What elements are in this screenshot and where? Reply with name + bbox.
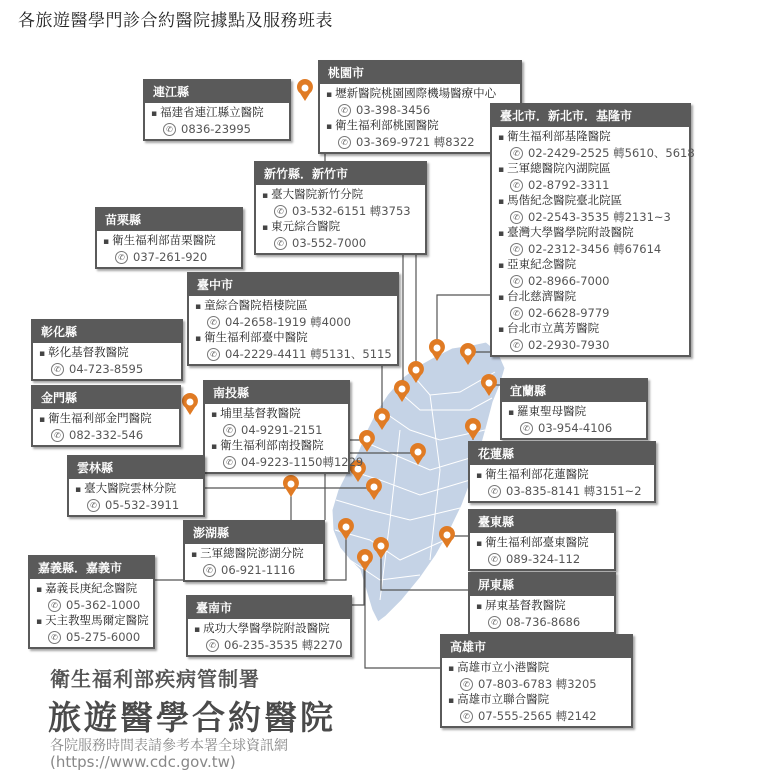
phone-icon: ✆ <box>274 205 287 218</box>
hospital-phone-row <box>326 103 514 118</box>
hospital-phone: 04-2658-1919 轉4000 <box>225 315 351 329</box>
hospital-name: ▪ 衛生福利部苗栗醫院 <box>103 233 235 250</box>
hospital-list <box>69 479 203 515</box>
phone-icon: ✆ <box>488 616 501 629</box>
hospital-phone-row <box>498 146 695 161</box>
hospital-phone-row <box>75 498 197 513</box>
phone-icon: ✆ <box>206 639 219 652</box>
region-name: 宜蘭縣 <box>502 380 646 402</box>
region-name: 南投縣 <box>205 382 348 404</box>
phone-icon: ✆ <box>203 564 216 577</box>
region-name: 嘉義縣．嘉義市 <box>30 557 153 579</box>
phone-icon: ✆ <box>488 553 501 566</box>
region-card-penghu <box>183 520 325 582</box>
hospital-phone-row <box>151 122 283 137</box>
phone-icon: ✆ <box>338 136 351 149</box>
hospital-name: ▪ 亞東紀念醫院 <box>498 257 683 274</box>
phone-icon: ✆ <box>510 307 523 320</box>
phone-icon: ✆ <box>510 211 523 224</box>
phone-icon: ✆ <box>87 499 100 512</box>
hospital-phone: 02-2312-3456 轉67614 <box>528 242 662 256</box>
phone-icon: ✆ <box>460 678 473 691</box>
region-card-taipei <box>490 103 695 357</box>
region-name: 臺東縣 <box>470 511 614 533</box>
hospital-phone: 04-9291-2151 <box>241 423 323 437</box>
hospital-name: ▪ 彰化基督教醫院 <box>39 345 175 362</box>
website-url[interactable]: (https://www.cdc.gov.tw) <box>50 753 236 771</box>
region-card-taichung <box>187 272 399 366</box>
region-name: 雲林縣 <box>69 457 203 479</box>
hospital-phone-row <box>195 347 391 362</box>
hospital-phone: 082-332-546 <box>69 428 144 442</box>
hospital-name: ▪ 衛生福利部花蓮醫院 <box>476 467 648 484</box>
hospital-name: ▪ 衛生福利部桃園醫院 <box>326 118 514 135</box>
hospital-phone: 07-803-6783 轉3205 <box>478 677 597 691</box>
hospital-name: ▪ 三軍總醫院澎湖分院 <box>191 546 317 563</box>
hospital-name: ▪ 臺大醫院新竹分院 <box>262 187 419 204</box>
hospital-phone: 07-555-2565 轉2142 <box>478 709 597 723</box>
phone-icon: ✆ <box>510 179 523 192</box>
hospital-phone: 02-8966-7000 <box>528 274 610 288</box>
hospital-phone: 03-835-8141 轉3151~2 <box>506 484 642 498</box>
phone-icon: ✆ <box>207 316 220 329</box>
region-card-nantou <box>203 380 364 474</box>
region-name: 臺南市 <box>188 597 350 619</box>
hospital-phone-row <box>39 362 175 377</box>
region-name: 屏東縣 <box>470 574 614 596</box>
hospital-name: ▪ 台北市立萬芳醫院 <box>498 321 683 338</box>
hospital-phone-row <box>194 638 344 653</box>
hospital-phone: 02-6628-9779 <box>528 306 610 320</box>
hospital-name: ▪ 童綜合醫院梧棲院區 <box>195 298 391 315</box>
hospital-phone: 06-921-1116 <box>221 563 296 577</box>
hospital-phone-row <box>39 428 173 443</box>
hospital-phone: 05-275-6000 <box>66 630 141 644</box>
hospital-phone-row <box>498 242 683 257</box>
hospital-list <box>33 343 181 379</box>
hospital-list <box>97 231 241 267</box>
hospital-phone-row <box>195 315 391 330</box>
hospital-phone-row <box>476 615 608 630</box>
hospital-name: ▪ 東元綜合醫院 <box>262 219 419 236</box>
hospital-phone: 03-954-4106 <box>538 421 613 435</box>
region-card-kaohsiung <box>440 634 633 728</box>
map-pin-icon <box>283 475 299 497</box>
hospital-phone: 02-2543-3535 轉2131~3 <box>528 210 671 224</box>
region-name: 苗栗縣 <box>97 209 241 231</box>
hospital-name: ▪ 屏東基督教醫院 <box>476 598 608 615</box>
hospital-phone-row <box>498 338 683 353</box>
phone-icon: ✆ <box>48 599 61 612</box>
hospital-phone: 03-398-3456 <box>356 103 431 117</box>
hospital-phone-row <box>448 709 625 724</box>
hospital-name: ▪ 成功大學醫學院附設醫院 <box>194 621 344 638</box>
hospital-list <box>189 296 397 364</box>
hospital-name: ▪ 臺灣大學醫學院附設醫院 <box>498 225 683 242</box>
hospital-name: ▪ 衛生福利部臺中醫院 <box>195 330 391 347</box>
hospital-list <box>145 103 289 139</box>
region-card-changhua <box>31 319 183 381</box>
phone-icon: ✆ <box>510 275 523 288</box>
hospital-name: ▪ 台北慈濟醫院 <box>498 289 683 306</box>
hospital-phone: 02-2930-7930 <box>528 338 610 352</box>
phone-icon: ✆ <box>51 429 64 442</box>
hospital-phone-row <box>498 178 683 193</box>
hospital-list <box>205 404 364 472</box>
hospital-phone: 089-324-112 <box>506 552 581 566</box>
phone-icon: ✆ <box>488 485 501 498</box>
phone-icon: ✆ <box>510 243 523 256</box>
region-card-hsinchu <box>254 161 427 255</box>
region-card-chiayi <box>28 555 155 649</box>
hospital-phone: 08-736-8686 <box>506 615 581 629</box>
hospital-name: ▪ 羅東聖母醫院 <box>508 404 640 421</box>
phone-icon: ✆ <box>163 123 176 136</box>
hospital-list <box>442 658 631 726</box>
phone-icon: ✆ <box>510 147 523 160</box>
map-pin-icon <box>297 79 313 101</box>
hospital-phone-row <box>103 250 235 265</box>
hospital-phone-row <box>262 204 419 219</box>
phone-icon: ✆ <box>338 104 351 117</box>
hospital-list <box>256 185 425 253</box>
hospital-phone-row <box>211 423 342 438</box>
hospital-name: ▪ 埔里基督教醫院 <box>211 406 342 423</box>
region-card-tainan <box>186 595 352 657</box>
hospital-phone-row <box>498 210 683 225</box>
hospital-phone-row <box>498 274 683 289</box>
hospital-list <box>470 533 614 569</box>
hospital-name: ▪ 高雄市立小港醫院 <box>448 660 625 677</box>
hospital-name: ▪ 嘉義長庚紀念醫院 <box>36 581 147 598</box>
region-card-yunlin <box>67 455 205 517</box>
hospital-name: ▪ 高雄市立聯合醫院 <box>448 692 625 709</box>
phone-icon: ✆ <box>510 339 523 352</box>
phone-icon: ✆ <box>115 251 128 264</box>
hospital-phone-row <box>476 484 648 499</box>
hospital-phone-row <box>448 677 625 692</box>
phone-icon: ✆ <box>223 456 236 469</box>
region-name: 金門縣 <box>33 387 179 409</box>
hospital-list <box>188 619 350 655</box>
region-card-hualien <box>468 441 656 503</box>
hospital-phone-row <box>326 135 514 150</box>
region-name: 臺北市．新北市．基隆市 <box>492 105 689 127</box>
hospital-name: ▪ 天主教聖馬爾定醫院 <box>36 613 147 630</box>
region-name: 彰化縣 <box>33 321 181 343</box>
hospital-name: ▪ 衛生福利部南投醫院 <box>211 438 342 455</box>
hospital-list <box>502 402 646 438</box>
hospital-phone: 03-532-6151 轉3753 <box>292 204 411 218</box>
hospital-name: ▪ 衛生福利部基隆醫院 <box>498 129 683 146</box>
page-title: 各旅遊醫學門診合約醫院據點及服務班表 <box>18 11 333 31</box>
hospital-phone: 02-8792-3311 <box>528 178 610 192</box>
agency-name: 衛生福利部疾病管制署 <box>50 667 260 691</box>
hospital-name: ▪ 臺大醫院雲林分院 <box>75 481 197 498</box>
hospital-phone-row <box>262 236 419 251</box>
hospital-phone: 03-552-7000 <box>292 236 367 250</box>
hospital-phone-row <box>211 455 364 470</box>
region-name: 新竹縣．新竹市 <box>256 163 425 185</box>
region-card-miaoli <box>95 207 243 269</box>
region-name: 臺中市 <box>189 274 397 296</box>
region-name: 花蓮縣 <box>470 443 654 465</box>
hospital-list <box>470 465 654 501</box>
region-name: 高雄市 <box>442 636 631 658</box>
region-card-pingtung <box>468 572 616 634</box>
region-card-taitung <box>468 509 616 571</box>
hospital-name: ▪ 衛生福利部金門醫院 <box>39 411 173 428</box>
hospital-phone: 037-261-920 <box>133 250 208 264</box>
hospital-phone: 02-2429-2525 轉5610、5618 <box>528 146 695 160</box>
hospital-phone: 04-2229-4411 轉5131、5115 <box>225 347 392 361</box>
hospital-list <box>492 127 695 355</box>
hospital-phone: 05-362-1000 <box>66 598 141 612</box>
hospital-phone: 06-235-3535 轉2270 <box>224 638 343 652</box>
phone-icon: ✆ <box>51 363 64 376</box>
hospital-phone-row <box>508 421 640 436</box>
region-name: 澎湖縣 <box>185 522 323 544</box>
hospital-list <box>30 579 153 647</box>
phone-icon: ✆ <box>48 631 61 644</box>
hospital-name: ▪ 壢新醫院桃園國際機場醫療中心 <box>326 86 514 103</box>
map-pin-icon <box>182 393 198 415</box>
hospital-phone: 04-723-8595 <box>69 362 144 376</box>
brand-title: 旅遊醫學合約醫院 <box>48 698 336 737</box>
hospital-list <box>470 596 614 632</box>
hospital-phone: 0836-23995 <box>181 122 251 136</box>
hospital-name: ▪ 福建省連江縣立醫院 <box>151 105 283 122</box>
hospital-phone-row <box>191 563 317 578</box>
phone-icon: ✆ <box>207 348 220 361</box>
hospital-list <box>185 544 323 580</box>
region-name: 桃園市 <box>320 62 520 84</box>
phone-icon: ✆ <box>223 424 236 437</box>
region-card-lienchiang <box>143 79 291 141</box>
hospital-phone-row <box>476 552 608 567</box>
region-card-kinmen <box>31 385 181 447</box>
phone-icon: ✆ <box>520 422 533 435</box>
hospital-phone: 05-532-3911 <box>105 498 180 512</box>
hospital-name: ▪ 三軍總醫院內湖院區 <box>498 161 683 178</box>
phone-icon: ✆ <box>274 237 287 250</box>
hospital-phone: 03-369-9721 轉8322 <box>356 135 475 149</box>
hospital-phone-row <box>498 306 683 321</box>
hospital-phone-row <box>36 630 147 645</box>
hospital-name: ▪ 衛生福利部臺東醫院 <box>476 535 608 552</box>
region-card-yilan <box>500 378 648 440</box>
phone-icon: ✆ <box>460 710 473 723</box>
hospital-name: ▪ 馬偕紀念醫院臺北院區 <box>498 193 683 210</box>
hospital-phone: 04-9223-1150轉1229 <box>241 455 364 469</box>
hospital-list <box>33 409 179 445</box>
hospital-phone-row <box>36 598 147 613</box>
region-name: 連江縣 <box>145 81 289 103</box>
website-note: 各院服務時間表請參考本署全球資訊網 <box>50 738 288 754</box>
